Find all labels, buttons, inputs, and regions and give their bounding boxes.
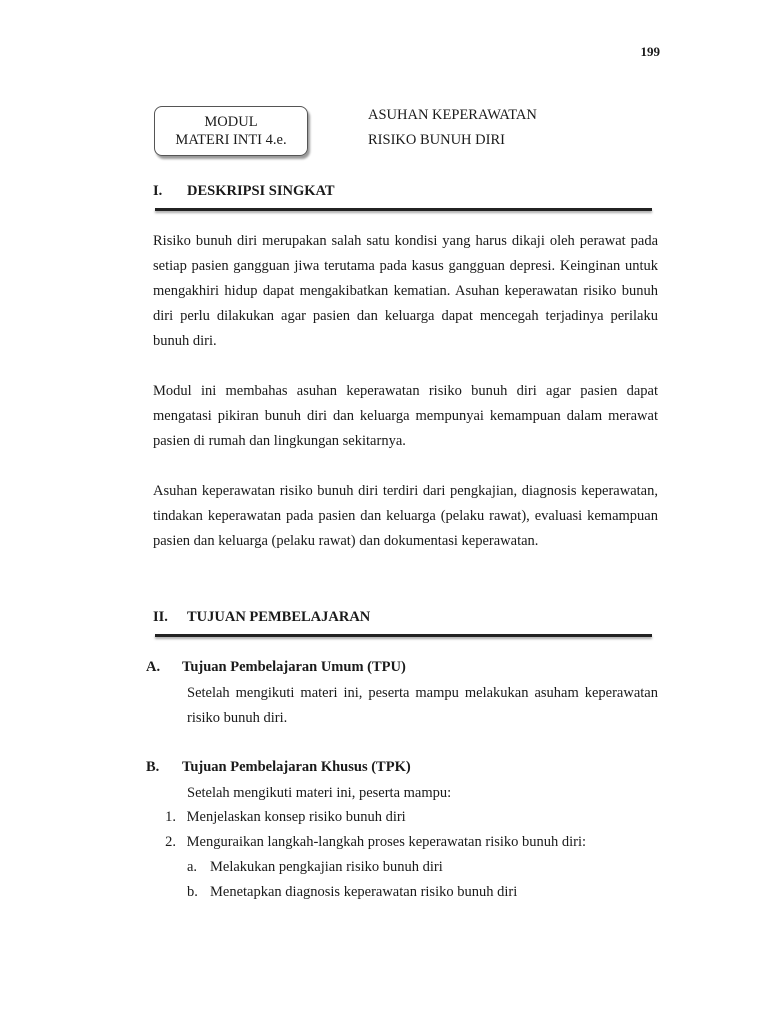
sublist-item: [187, 884, 517, 901]
sublist-text: Melakukan pengkajian risiko bunuh diri: [210, 859, 443, 875]
section-heading-tujuan: [153, 609, 370, 626]
section-number: II.: [153, 609, 168, 625]
module-label-line2: MATERI INTI 4.e.: [175, 132, 287, 148]
section-number: I.: [153, 183, 163, 199]
paragraph: Asuhan keperawatan risiko bunuh diri terdiri dari pengkajian, diagnosis keperawatan, tindakan keperawatan pada pasien dan keluarga (pelaku rawat), evaluasi kemampuan pasien dan keluarga (pelaku rawat) dan dokumentasi keperawatan.: [153, 483, 658, 549]
subsection-letter: B.: [146, 759, 160, 775]
sublist-text: Menetapkan diagnosis keperawatan risiko bunuh diri: [210, 884, 518, 900]
section-title: TUJUAN PEMBELAJARAN: [187, 609, 371, 625]
paragraph: Modul ini membahas asuhan keperawatan risiko bunuh diri agar pasien dapat mengatasi pikiran bunuh diri dan keluarga mempunyai kemampuan dalam merawat pasien di rumah dan lingkungan sekitarnya.: [153, 383, 658, 449]
sublist-item: [187, 859, 443, 876]
document-title-line1: ASUHAN KEPERAWATAN: [368, 107, 537, 123]
section-title: DESKRIPSI SINGKAT: [187, 183, 335, 199]
list-number: 1.: [165, 809, 176, 825]
list-item: [152, 834, 586, 851]
paragraph: Setelah mengikuti materi ini, peserta mampu melakukan asuham keperawatan risiko bunuh diri.: [187, 685, 658, 726]
section-divider: [155, 208, 652, 211]
subsection-heading-tpk: [146, 759, 411, 776]
module-label-box: [154, 106, 308, 156]
section-divider: [155, 634, 652, 637]
subsection-title: Tujuan Pembelajaran Umum (TPU): [182, 659, 406, 675]
subsection-heading-tpu: [146, 659, 406, 676]
list-number: 2.: [165, 834, 176, 850]
subsection-letter: A.: [146, 659, 161, 675]
sublist-letter: a.: [187, 859, 198, 875]
list-text: Menguraikan langkah-langkah proses keperawatan risiko bunuh diri:: [186, 834, 587, 850]
page-number: 199: [640, 44, 660, 59]
module-label-line1: MODUL: [204, 114, 258, 130]
section-heading-deskripsi: [153, 183, 335, 200]
tpk-intro: Setelah mengikuti materi ini, peserta mampu:: [187, 785, 452, 801]
paragraph: Risiko bunuh diri merupakan salah satu kondisi yang harus dikaji oleh perawat pada setiap pasien gangguan jiwa terutama pada kasus gangguan depresi. Keinginan untuk mengakhiri hidup dapat mengakibatkan kematian. Asuhan keperawatan risiko bunuh diri perlu dilakukan agar pasien dan keluarga dapat mencegah terjadinya perilaku bunuh diri.: [153, 233, 658, 349]
document-title-line2: RISIKO BUNUH DIRI: [368, 132, 505, 148]
list-item: [152, 809, 406, 826]
subsection-title: Tujuan Pembelajaran Khusus (TPK): [182, 759, 411, 775]
list-text: Menjelaskan konsep risiko bunuh diri: [186, 809, 406, 825]
sublist-letter: b.: [187, 884, 198, 900]
